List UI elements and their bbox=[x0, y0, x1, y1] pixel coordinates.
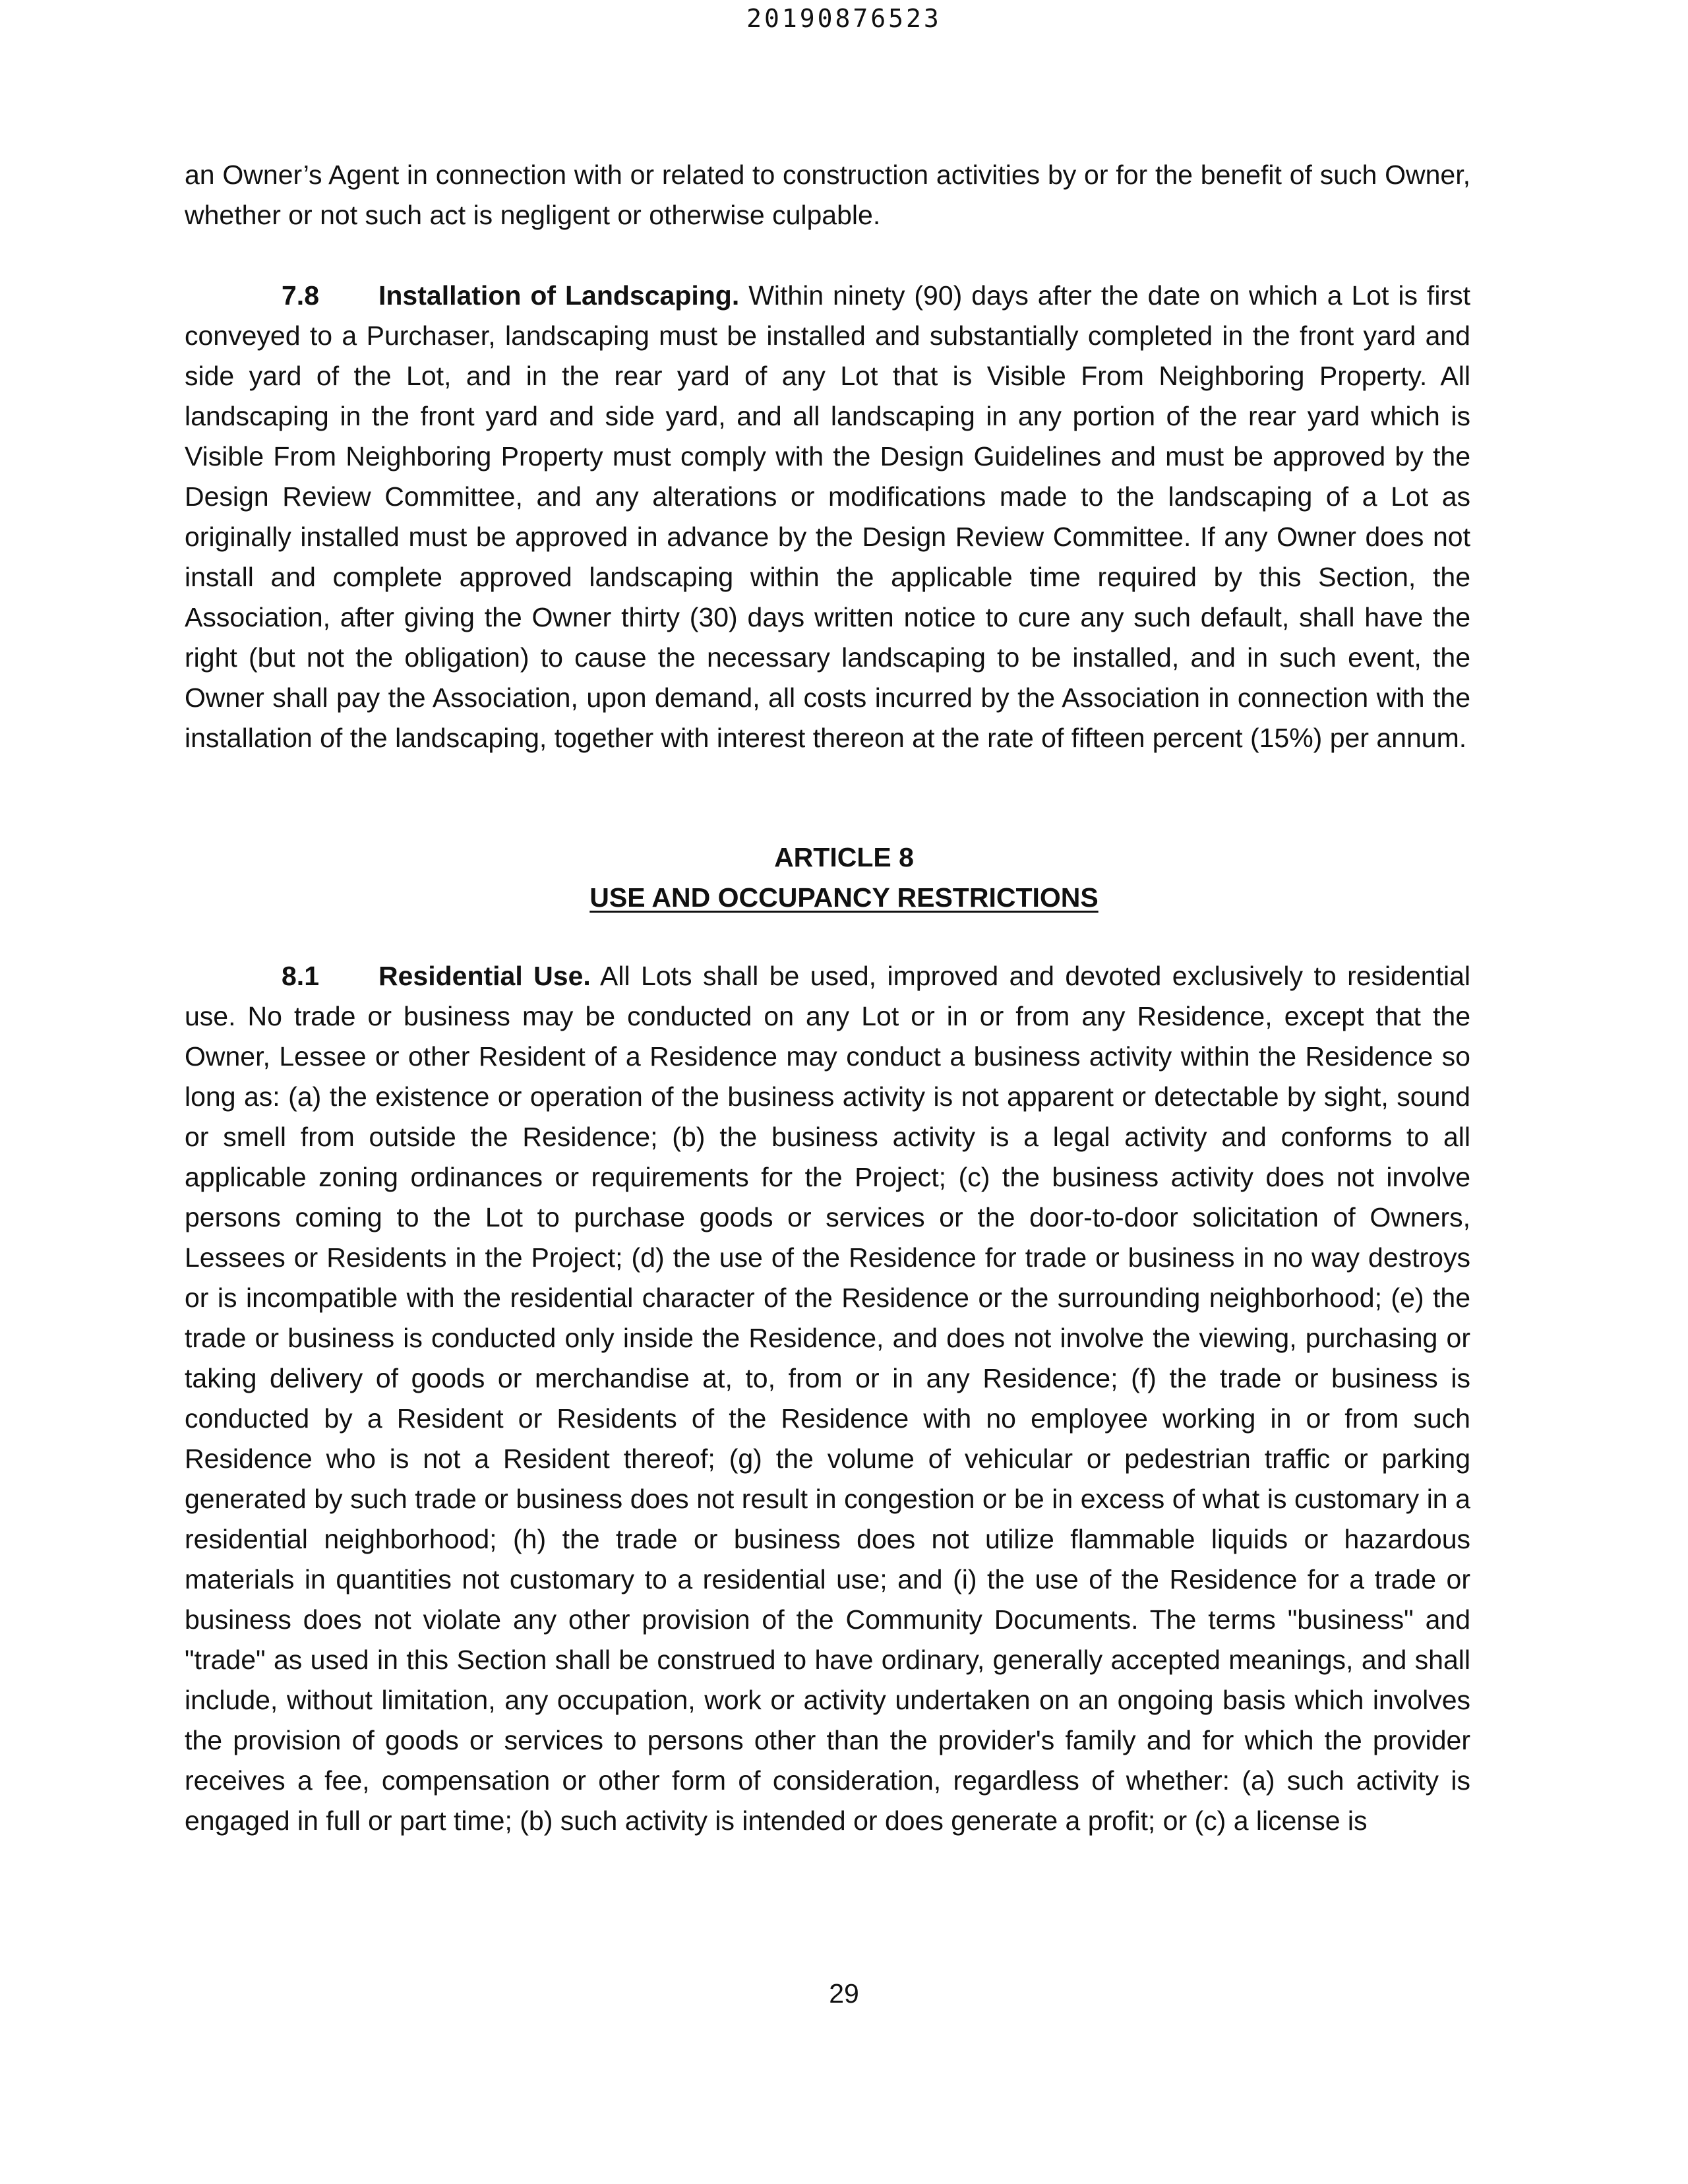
article-8-title: USE AND OCCUPANCY RESTRICTIONS bbox=[589, 882, 1099, 913]
section-7-8-body: Within ninety (90) days after the date on which a Lot is first conveyed to a Purchaser, landscaping must be installed and substantially completed in the front yard and side yard of the Lot, and in the rear yard of any Lot that is Visible From Neighboring Property. All landscaping in the front yard and side yard, and all landscaping in any portion of the rear yard which is Visible From Neighboring Property must comply with the Design Guidelines and must be approved by the Design Review Committee, and any alterations or modifications made to the landscaping of a Lot as originally installed must be approved in advance by the Design Review Committee. If any Owner does not install and complete approved landscaping within the applicable time required by this Section, the Association, after giving the Owner thirty (30) days written notice to cure any such default, shall have the right (but not the obligation) to cause the necessary landscaping to be installed, and in such event, the Owner shall pay the Association, upon demand, all costs incurred by the Association in connection with the installation of the landscaping, together with interest thereon at the rate of fifteen percent (15%) per annum. bbox=[185, 280, 1470, 753]
section-7-8-title: Installation of Landscaping. bbox=[378, 280, 740, 311]
article-8-number: ARTICLE 8 bbox=[774, 842, 914, 872]
continuation-paragraph: an Owner’s Agent in connection with or related to construction activities by or for the benefit of such Owner, whether or not such act is negligent or otherwise culpable. bbox=[185, 160, 1470, 230]
article-8-heading bbox=[0, 878, 1688, 918]
document-number: 20190876523 bbox=[746, 4, 942, 33]
section-8-1-body: All Lots shall be used, improved and devoted exclusively to residential use. No trade or business may be conducted on any Lot or in or from any Residence, except that the Owner, Lessee or other Resident of a Residence may conduct a business activity within the Residence so long as: (a) the existence or operation of the business activity is not apparent or detectable by sight, sound or smell from outside the Residence; (b) the business activity is a legal activity and conforms to all applicable zoning ordinances or requirements for the Project; (c) the business activity does not involve persons coming to the Lot to purchase goods or services or the door-to-door solicitation of Owners, Lessees or Residents in the Project; (d) the use of the Residence for trade or business in no way destroys or is incompatible with the residential character of the Residence or the surrounding neighborhood; (e) the trade or business is conducted only inside the Residence, and does not involve the viewing, purchasing or taking delivery of goods or merchandise at, to, from or in any Residence; (f) the trade or business is conducted by a Resident or Residents of the Residence with no employee working in or from such Residence who is not a Resident thereof; (g) the volume of vehicular or pedestrian traffic or parking generated by such trade or business does not result in congestion or be in excess of what is customary in a residential neighborhood; (h) the trade or business does not utilize flammable liquids or hazardous materials in quantities not customary to a residential use; and (i) the use of the Residence for a trade or business does not violate any other provision of the Community Documents. The terms "business" and "trade" as used in this Section shall be construed to have ordinary, generally accepted meanings, and shall include, without limitation, any occupation, work or activity undertaken on an ongoing basis which involves the provision of goods or services to persons other than the provider's family and for which the provider receives a fee, compensation or other form of consideration, regardless of whether: (a) such activity is engaged in full or part time; (b) such activity is intended or does generate a profit; or (c) a license is bbox=[185, 961, 1470, 1836]
section-7-8-number: 7.8 bbox=[282, 280, 319, 311]
section-7-8-paragraph bbox=[185, 276, 1470, 758]
section-8-1-paragraph bbox=[185, 956, 1470, 1841]
section-8-1-number: 8.1 bbox=[282, 961, 319, 991]
section-8-1-title: Residential Use. bbox=[378, 961, 591, 991]
page-number: 29 bbox=[829, 1978, 859, 2009]
